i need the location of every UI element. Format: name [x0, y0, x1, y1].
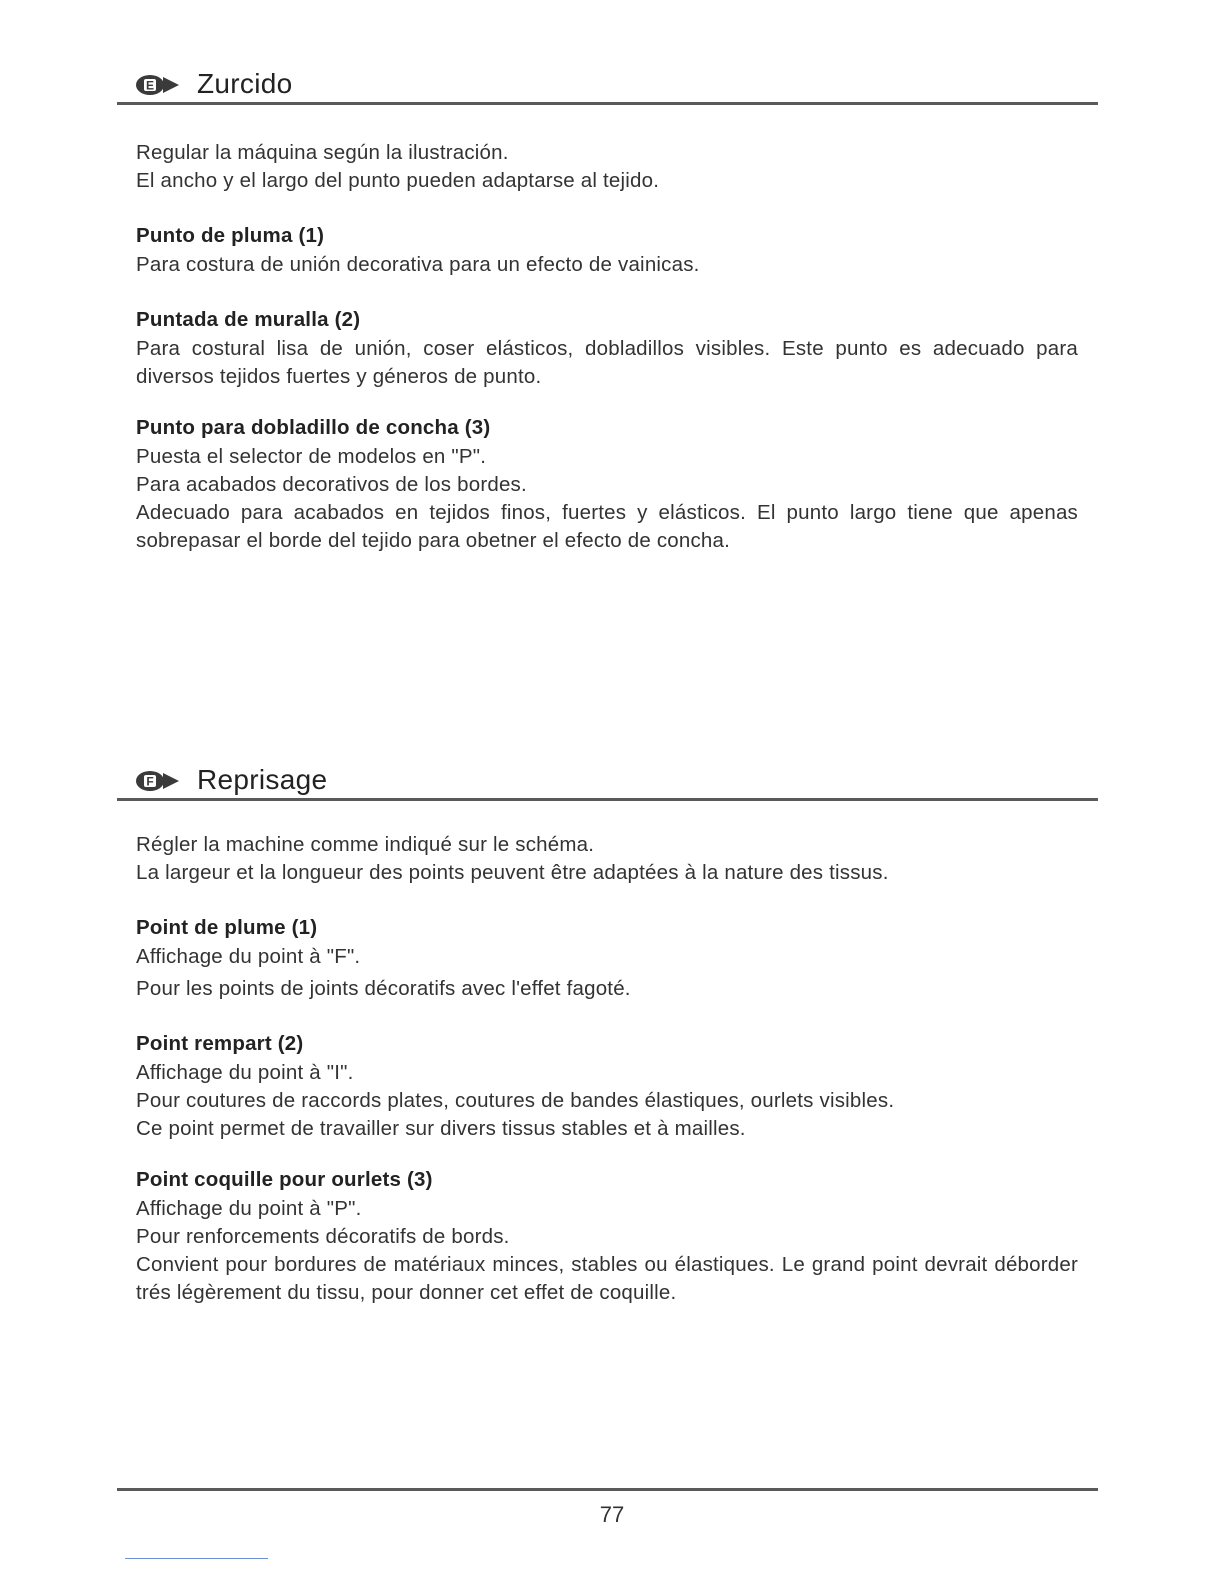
intro-line: Régler la machine comme indiqué sur le schéma. [136, 833, 595, 856]
section-zurcido [117, 66, 1098, 555]
scan-underline [125, 1558, 268, 1559]
item-heading: Punto de pluma (1) [136, 224, 325, 247]
item-text: Affichage du point à "I". [136, 1061, 354, 1084]
svg-text:E: E [145, 78, 155, 93]
item-text: Pour renforcements décoratifs de bords. [136, 1225, 510, 1248]
intro-line: La largeur et la longueur des points peuvent être adaptées à la nature des tissus. [136, 861, 889, 884]
item-text: Pour les points de joints décoratifs avec l'effet fagoté. [136, 977, 631, 1000]
page-title: Reprisage [197, 764, 328, 795]
item-text: Affichage du point à "P". [136, 1197, 362, 1220]
intro-line: Regular la máquina según la ilustración. [136, 141, 509, 164]
section-body [117, 105, 1098, 555]
svg-text:F: F [146, 774, 154, 789]
item-text: Para costura de unión decorativa para un efecto de vainicas. [136, 253, 700, 276]
item-heading: Point de plume (1) [136, 916, 318, 939]
section-body [117, 801, 1098, 1307]
item-text: Ce point permet de travailler sur divers tissus stables et à mailles. [136, 1117, 746, 1140]
intro-line: El ancho y el largo del punto pueden adaptarse al tejido. [136, 169, 660, 192]
language-badge-f-icon [135, 770, 181, 792]
footer-divider [117, 1488, 1098, 1491]
language-badge-e-icon [135, 74, 181, 96]
page-number: 77 [599, 1502, 625, 1527]
item-text: Para costural lisa de unión, coser elásticos, dobladillos visibles. Este punto es adecuado para diversos tejidos fuertes y géneros de punto. [136, 337, 1078, 388]
section-header [117, 66, 1098, 105]
item-heading: Punto para dobladillo de concha (3) [136, 416, 491, 439]
item-heading: Puntada de muralla (2) [136, 308, 361, 331]
item-text: Convient pour bordures de matériaux minces, stables ou élastiques. Le grand point devrait déborder trés légèrement du tissu, pour donner cet effet de coquille. [136, 1253, 1078, 1304]
item-text: Affichage du point à "F". [136, 945, 361, 968]
section-reprisage [117, 762, 1098, 1307]
item-text: Puesta el selector de modelos en "P". [136, 445, 487, 468]
item-text: Para acabados decorativos de los bordes. [136, 473, 527, 496]
item-text: Adecuado para acabados en tejidos finos, fuertes y elásticos. El punto largo tiene que apenas sobrepasar el borde del tejido para obetner el efecto de concha. [136, 501, 1078, 552]
item-heading: Point rempart (2) [136, 1032, 304, 1055]
section-header [117, 762, 1098, 801]
page-title: Zurcido [197, 68, 293, 99]
item-text: Pour coutures de raccords plates, coutures de bandes élastiques, ourlets visibles. [136, 1089, 895, 1112]
item-heading: Point coquille pour ourlets (3) [136, 1168, 433, 1191]
